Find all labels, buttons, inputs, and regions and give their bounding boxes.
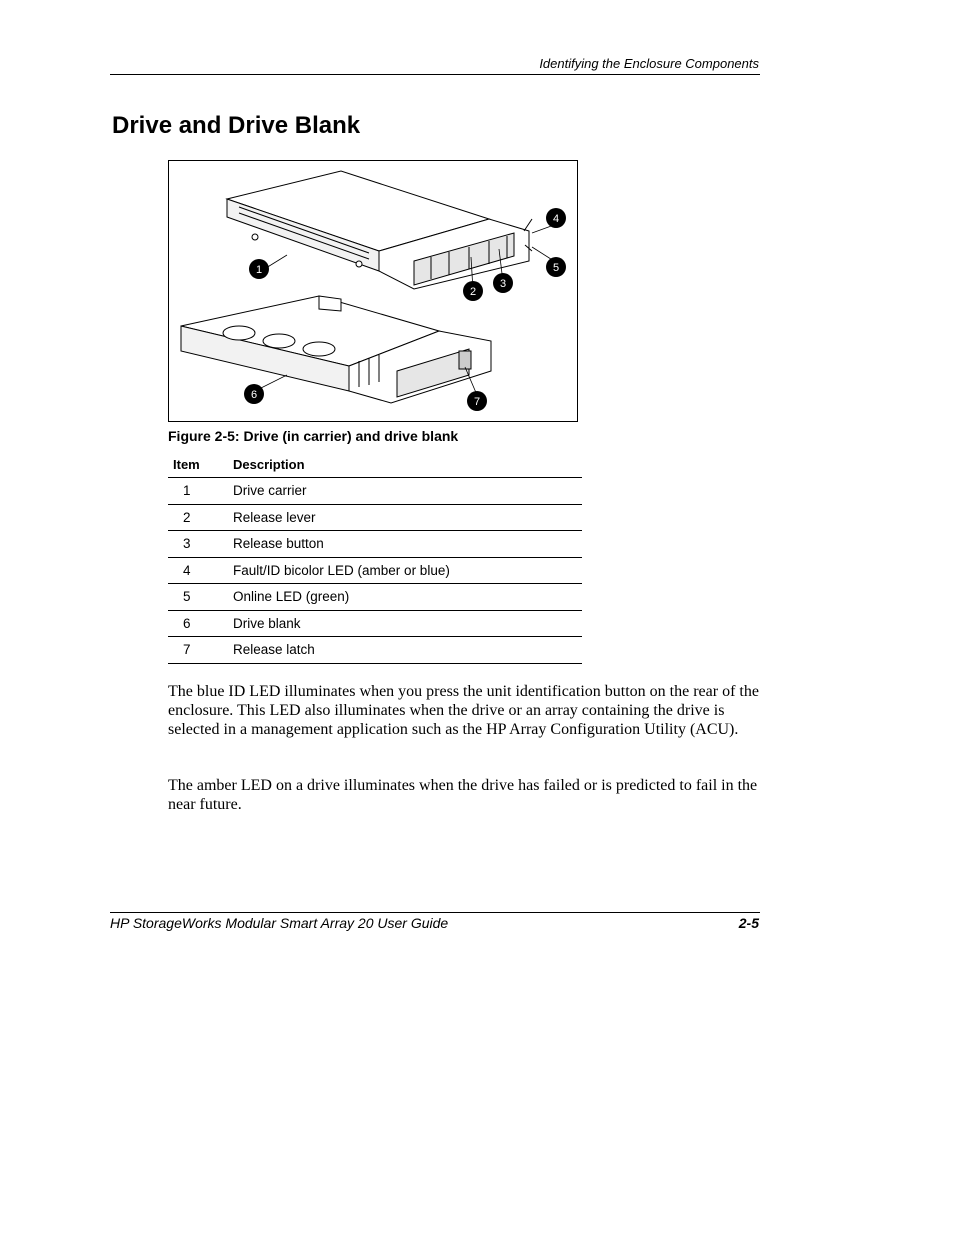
footer-page-number: 2-5: [738, 915, 759, 931]
table-row: [168, 478, 582, 505]
svg-text:6: 6: [250, 389, 258, 401]
table-header-row: [168, 451, 582, 478]
drive-blank-drawing: [181, 296, 491, 403]
column-header-item: Item: [168, 451, 233, 478]
item-description: Drive carrier: [233, 478, 582, 505]
item-number: 7: [168, 637, 233, 664]
svg-text:4: 4: [552, 213, 560, 225]
figure-drive-illustration: [168, 160, 578, 422]
callout-5: [546, 257, 566, 277]
item-description: Release button: [233, 531, 582, 558]
svg-text:1: 1: [255, 264, 263, 276]
table-row: [168, 531, 582, 558]
table-row: [168, 584, 582, 611]
callout-7: [467, 391, 487, 411]
callout-6: [244, 384, 264, 404]
table-row: [168, 557, 582, 584]
body-paragraph-blue-led: The blue ID LED illuminates when you press the unit identification button on the rear of the enclosure. This LED also illuminates when the drive or an array containing the drive is selected in a management application such as the HP Array Configuration Utility (ACU).: [168, 683, 759, 738]
svg-text:3: 3: [499, 278, 507, 290]
body-paragraph-amber-led: The amber LED on a drive illuminates when the drive has failed or is predicted to fail in the near future.: [168, 777, 758, 813]
item-number: 1: [168, 478, 233, 505]
callout-1: [249, 259, 269, 279]
drive-carrier-drawing: [227, 171, 532, 289]
svg-text:2: 2: [469, 286, 477, 298]
figure-caption: Figure 2-5: Drive (in carrier) and drive blank: [168, 428, 459, 444]
table-row: [168, 610, 582, 637]
item-number: 5: [168, 584, 233, 611]
table-row: [168, 504, 582, 531]
svg-text:5: 5: [552, 262, 560, 274]
svg-text:7: 7: [473, 396, 481, 408]
page-title: Drive and Drive Blank: [112, 112, 361, 139]
footer-guide-title: HP StorageWorks Modular Smart Array 20 User Guide: [110, 915, 449, 931]
footer-rule: [110, 912, 760, 913]
callout-3: [493, 273, 513, 293]
drive-illustration-icon: [169, 161, 577, 421]
item-number: 3: [168, 531, 233, 558]
item-description-table: [168, 451, 582, 664]
callout-4: [546, 208, 566, 228]
callout-2: [463, 281, 483, 301]
item-description: Drive blank: [233, 610, 582, 637]
item-number: 4: [168, 557, 233, 584]
item-number: 2: [168, 504, 233, 531]
header-rule: [110, 74, 760, 75]
running-header: Identifying the Enclosure Components: [539, 56, 759, 71]
item-description: Fault/ID bicolor LED (amber or blue): [233, 557, 582, 584]
item-number: 6: [168, 610, 233, 637]
column-header-description: Description: [233, 451, 582, 478]
item-description: Online LED (green): [233, 584, 582, 611]
table-row: [168, 637, 582, 664]
item-description: Release lever: [233, 504, 582, 531]
item-description: Release latch: [233, 637, 582, 664]
